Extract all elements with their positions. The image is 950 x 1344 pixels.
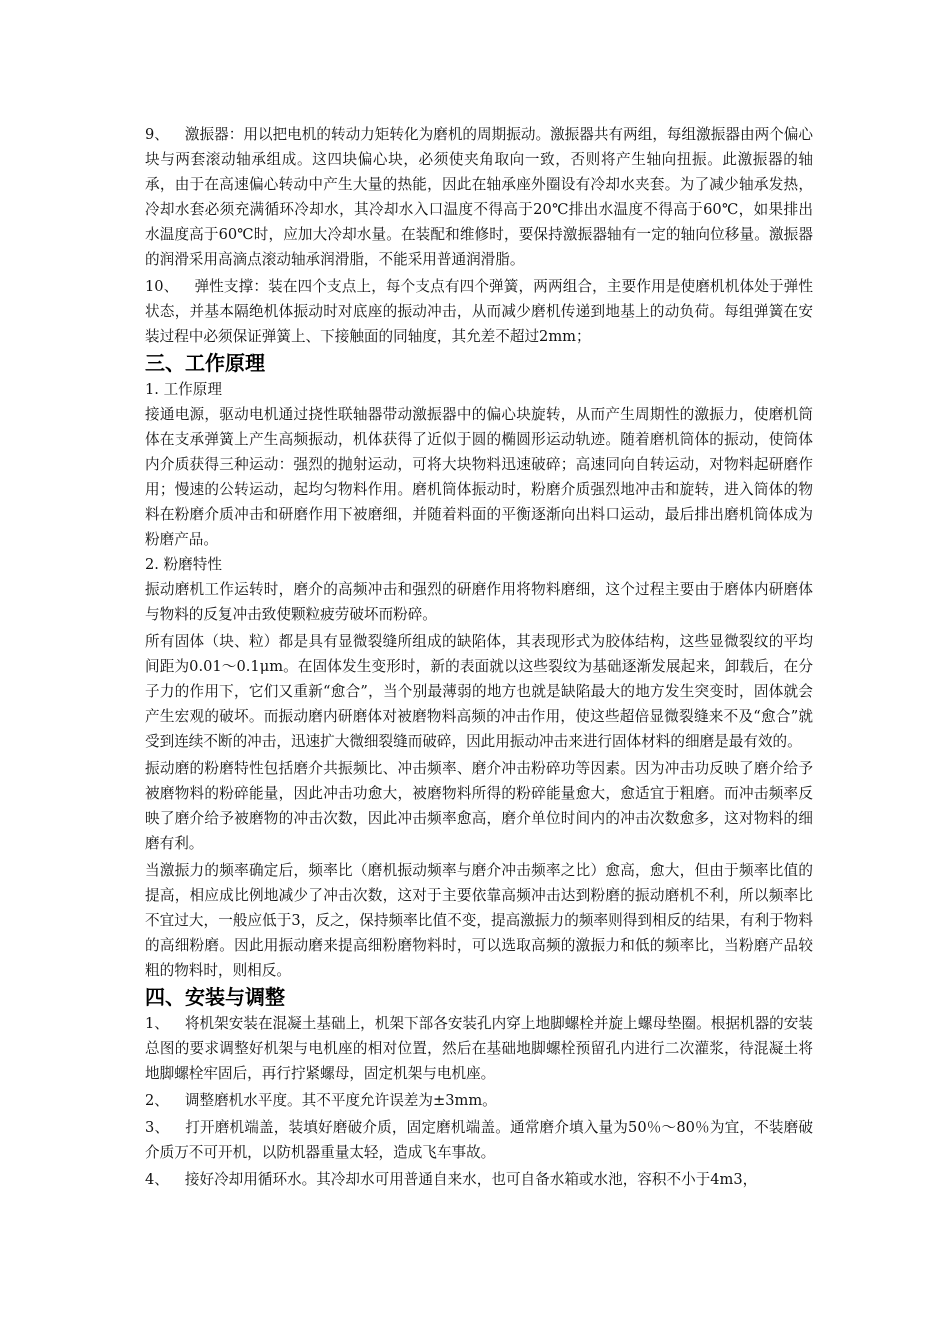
- item-text: 将机架安装在混凝土基础上，机架下部各安装孔内穿上地脚螺栓并旋上螺母垫圈。根据机器的安装总图的要求调整好机架与电机座的相对位置，然后在基础地脚螺栓预留孔内进行二次灌浆，待混凝土将地脚螺栓牢固后，再行拧紧螺母，固定机架与电机座。: [145, 1015, 813, 1082]
- item-text: 打开磨机端盖，装填好磨破介质，固定磨机端盖。通常磨介填入量为50％～80％为宜，不装磨破介质万不可开机，以防机器重量太轻，造成飞车事故。: [145, 1119, 813, 1161]
- install-item-2: [145, 1088, 813, 1113]
- item-number: 1、: [145, 1015, 169, 1032]
- item-number: 2、: [145, 1092, 169, 1109]
- section-heading-working-principle: 三、工作原理: [145, 351, 265, 375]
- item-text: 接好冷却用循环水。其冷却水可用普通自来水，也可自备水箱或水池，容积不小于4m3，: [184, 1171, 758, 1188]
- section-heading-installation: 四、安装与调整: [145, 985, 285, 1009]
- item-text: 激振器：用以把电机的转动力矩转化为磨机的周期振动。激振器共有两组，每组激振器由两个偏心块与两套滚动轴承组成。这四块偏心块，必须使夹角取向一致，否则将产生轴向扭振。此激振器的轴承，由于在高速偏心转动中产生大量的热能，因此在轴承座外圈设有冷却水夹套。为了减少轴承发热，冷却水套必须充满循环冷却水，其冷却水入口温度不得高于20℃排出水温度不得高于60℃，如果排出水温度高于60℃时，应加大冷却水量。在装配和维修时，要保持激振器轴有一定的轴向位移量。激振器的润滑采用高滴点滚动轴承润滑脂，不能采用普通润滑脂。: [145, 126, 813, 268]
- paragraph-grinding-2: 所有固体（块、粒）都是具有显微裂缝所组成的缺陷体，其表现形式为胶体结构，这些显微裂纹的平均间距为0.01～0.1μm。在固体发生变形时，新的表面就以这些裂纹为基础逐渐发展起来，卸载后，在分子力的作用下，它们又重新“愈合”，当个别最薄弱的地方也就是缺陷最大的地方发生突变时，固体就会产生宏观的破坏。而振动磨内研磨体对被磨物料高频的冲击作用，使这些超倍显微裂缝来不及“愈合”就受到连续不断的冲击，迅速扩大微细裂缝而破碎，因此用振动冲击来进行固体材料的细磨是最有效的。: [145, 633, 813, 750]
- paragraph-grinding-3: 振动磨的粉磨特性包括磨介共振频比、冲击频率、磨介冲击粉碎功等因素。因为冲击功反映了磨介给予被磨物料的粉碎能量，因此冲击功愈大，被磨物料所得的粉碎能量愈大，愈适宜于粗磨。而冲击频率反映了磨介给予被磨物的冲击次数，因此冲击频率愈高，磨介单位时间内的冲击次数愈多，这对物料的细磨有利。: [145, 760, 813, 852]
- install-item-4: [145, 1167, 813, 1192]
- paragraph-grinding-1: 振动磨机工作运转时，磨介的高频冲击和强烈的研磨作用将物料磨细，这个过程主要由于磨体内研磨体与物料的反复冲击致使颗粒疲劳破坏而粉碎。: [145, 581, 813, 623]
- item-text: 弹性支撑：装在四个支点上，每个支点有四个弹簧，两两组合，主要作用是使磨机机体处于弹性状态，并基本隔绝机体振动时对底座的振动冲击，从而减少磨机传递到地基上的动负荷。每组弹簧在安装过程中必须保证弹簧上、下接触面的同轴度，其允差不超过2mm；: [145, 278, 813, 345]
- paragraph-grinding-4: 当激振力的频率确定后，频率比（磨机振动频率与磨介冲击频率之比）愈高，愈大，但由于频率比值的提高，相应成比例地减少了冲击次数，这对于主要依靠高频冲击达到粉磨的振动磨机不利，所以频率比不宜过大，一般应低于3，反之，保持频率比值不变，提高激振力的频率则得到相反的结果，有利于物料的高细粉磨。因此用振动磨来提高细粉磨物料时，可以选取高频的激振力和低的频率比，当粉磨产品较粗的物料时，则相反。: [145, 862, 813, 979]
- item-number: 9、: [145, 126, 169, 143]
- paragraph-working-principle: 接通电源，驱动电机通过挠性联轴器带动激振器中的偏心块旋转，从而产生周期性的激振力，使磨机筒体在支承弹簧上产生高频振动，机体获得了近似于圆的椭圆形运动轨迹。随着磨机筒体的振动，使筒体内介质获得三种运动：强烈的抛射运动，可将大块物料迅速破碎；高速同向自转运动，对物料起研磨作用；慢速的公转运动，起均匀物料作用。磨机筒体振动时，粉磨介质强烈地冲击和旋转，进入筒体的物料在粉磨介质冲击和研磨作用下被磨细，并随着料面的平衡逐渐向出料口运动，最后排出磨机筒体成为粉磨产品。: [145, 406, 813, 548]
- document-page: [145, 122, 813, 1192]
- item-number: 4、: [145, 1171, 169, 1188]
- item-number: 3、: [145, 1119, 170, 1136]
- subheading-working-principle: 1. 工作原理: [145, 381, 222, 398]
- item-number: 10、: [145, 278, 179, 295]
- paragraph-item-9: [145, 122, 813, 272]
- subheading-grinding-characteristics: 2. 粉磨特性: [145, 556, 222, 573]
- install-item-3: [145, 1115, 813, 1165]
- paragraph-item-10: [145, 274, 813, 349]
- item-text: 调整磨机水平度。其不平度允许误差为±3mm。: [184, 1092, 497, 1109]
- install-item-1: [145, 1011, 813, 1086]
